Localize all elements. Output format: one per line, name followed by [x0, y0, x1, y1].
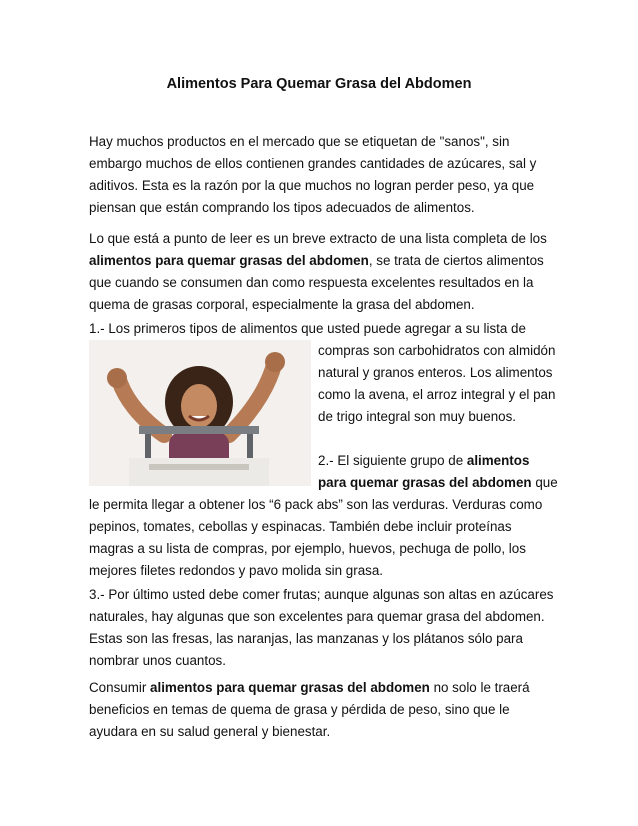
paragraph-point-3: 3.- Por último usted debe comer frutas; aunque algunas son altas en azúcares naturales, hay algunas que son excelentes para quemar grasa del abdomen. Estas son las fresas, las naranjas, las manzanas y los plátanos sólo para nombrar unos cuantos.: [89, 587, 554, 668]
keyword-bold: alimentos para quemar grasas del abdomen: [89, 253, 369, 268]
paragraph-text: 2.- El siguiente grupo de: [318, 453, 467, 468]
paragraph-text: que: [531, 475, 558, 490]
keyword-bold: alimentos para quemar grasas del abdomen: [318, 453, 532, 490]
paragraph-text: , se trata de ciertos alimentos que cuando se consumen dan como respuesta excelentes resultados en la quema de grasas corporal, especialmente la grasa del abdomen.: [89, 253, 544, 312]
paragraph-point-1-first-line: 1.- Los primeros tipos de alimentos que usted puede agregar a su lista de: [89, 321, 526, 336]
paragraph-text: no solo le traerá beneficios en temas de quema de grasa y pérdida de peso, sino que le ayudara en su salud general y bienestar.: [89, 680, 530, 739]
document-title: Alimentos Para Quemar Grasa del Abdomen: [166, 76, 472, 92]
paragraph-point-2-continued: le permita llegar a obtener los “6 pack abs” son las verduras. Verduras como pepinos, tomates, cebollas y espinacas. También debe incluir proteínas magras a su lista de compras, por ejemplo, huevos, pechuga de pollo, los mejores filetes redondos y pavo molida sin grasa.: [89, 497, 543, 578]
paragraph-text: Consumir: [89, 680, 151, 695]
paragraph-conclusion: [89, 677, 559, 743]
paragraph-intro: Hay muchos productos en el mercado que se etiquetan de "sanos", sin embargo muchos de ellos contienen grandes cantidades de azúcares, sal y aditivos. Esta es la razón por la que muchos no logran perder peso, ya que piensan que están comprando los tipos adecuados de alimentos.: [89, 134, 537, 215]
keyword-bold: alimentos para quemar grasas del abdomen: [150, 680, 430, 695]
woman-on-scale-photo: [89, 340, 311, 486]
paragraph-point-2-wrap: [318, 450, 558, 494]
paragraph-text: Lo que está a punto de leer es un breve extracto de una lista completa de los: [89, 231, 547, 246]
paragraph-extract: [89, 228, 559, 316]
paragraph-point-1-wrap: compras son carbohidratos con almidón natural y granos enteros. Los alimentos como la avena, el arroz integral y el pan de trigo integral son muy buenos.: [318, 343, 556, 424]
woman-on-scale-illustration: [89, 340, 311, 486]
